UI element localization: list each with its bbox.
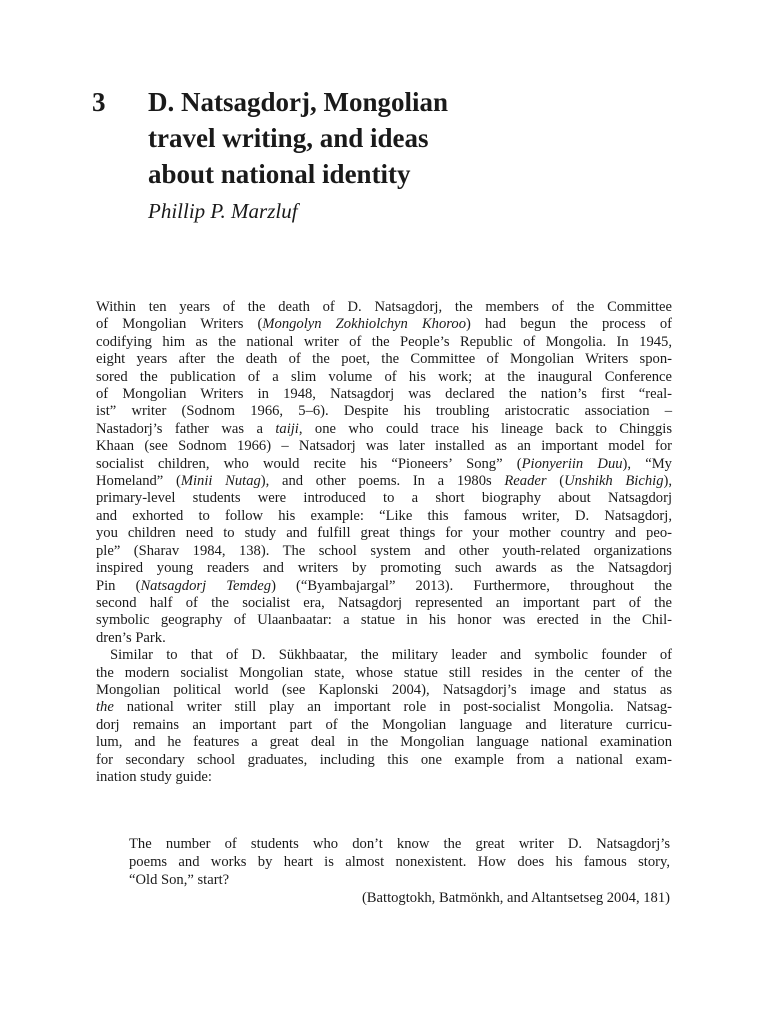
- quote-line: “Old Son,” start?: [129, 871, 230, 888]
- text-line: lum, and he features a great deal in the Mongolian language national examination: [96, 734, 672, 751]
- text-line: you children need to study and fulfill great things for your mother country and peo-: [96, 525, 672, 542]
- chapter-title: [148, 84, 668, 192]
- text-line: Homeland” (Minii Nutag), and other poems. In a 1980s Reader (Unshikh Bichig),: [96, 473, 673, 490]
- text-line: for secondary school graduates, including this one example from a national exam-: [96, 751, 672, 768]
- chapter-title-line: about national identity: [148, 159, 411, 189]
- italic-term: the: [96, 699, 114, 716]
- text-line: codifying him as the national writer of the People’s Republic of Mongolia. In 1945,: [96, 333, 672, 350]
- text-line: second half of the socialist era, Natsagdorj represented an important part of the: [96, 594, 672, 611]
- italic-term: Reader: [504, 473, 547, 490]
- quote-citation: (Battogtokh, Batmönkh, and Altantsetseg 2004, 181): [361, 890, 670, 906]
- text-line: Nastadorj’s father was a taiji, one who could trace his lineage back to Chinggis: [96, 420, 673, 437]
- text-line: Within ten years of the death of D. Natsagdorj, the members of the Committee: [96, 299, 672, 315]
- quote-line: The number of students who don’t know the great writer D. Natsagdorj’s: [129, 836, 670, 852]
- text-line: socialist children, who would recite his “Pioneers’ Song” (Pionyeriin Duu), “My: [96, 455, 672, 472]
- text-line: of Mongolian Writers in 1948, Natsagdorj was declared the nation’s first “real-: [96, 386, 672, 403]
- text-line: primary-level students were introduced to a short biography about Natsagdorj: [96, 490, 672, 507]
- text-line: Pin (Natsagdorj Temdeg) (“Byambajargal” 2013). Furthermore, throughout the: [96, 577, 673, 594]
- italic-term: Mongolyn Zokhiolchyn Khoroo: [262, 316, 467, 333]
- text-line: Similar to that of D. Sükhbaatar, the military leader and symbolic founder of: [110, 647, 672, 664]
- author-name: Phillip P. Marzluf: [148, 199, 298, 223]
- italic-term: Natsagdorj Temdeg: [140, 577, 272, 594]
- text-line: eight years after the death of the poet, the Committee of Mongolian Writers spon-: [96, 351, 672, 368]
- text-line: and exhorted to follow his example: “Like this famous writer, D. Natsagdorj,: [96, 507, 672, 524]
- chapter-title-line: travel writing, and ideas: [148, 123, 429, 153]
- text-line: ination study guide:: [96, 768, 212, 785]
- text-line: of Mongolian Writers (Mongolyn Zokhiolchyn Khoroo) had begun the process of: [96, 316, 673, 333]
- text-line: dorj remains an important part of the Mongolian language and literature curricu-: [96, 716, 672, 733]
- italic-term: Minii Nutag: [180, 473, 261, 490]
- italic-term: Unshikh Bichig: [564, 473, 664, 490]
- text-line: ist” writer (Sodnom 1966, 5–6). Despite his troubling aristocratic association –: [96, 403, 672, 420]
- chapter-number: 3: [92, 87, 106, 117]
- chapter-title-line: D. Natsagdorj, Mongolian: [148, 87, 449, 117]
- paragraph-1: [96, 299, 672, 647]
- text-line: symbolic geography of Ulaanbaatar: a statue in his honor was erected in the Chil-: [96, 612, 672, 629]
- body-text: [96, 299, 672, 786]
- text-line: Mongolian political world (see Kaplonski 2004), Natsagdorj’s image and status as: [96, 681, 672, 698]
- paragraph-2: [96, 647, 672, 786]
- italic-term: taiji: [275, 420, 299, 437]
- text-line: ple” (Sharav 1984, 138). The school system and other youth-related organizations: [96, 542, 672, 559]
- text-line: sored the publication of a slim volume of his work; at the inaugural Conference: [96, 368, 672, 385]
- text-line: inspired young readers and writers by promoting such awards as the Natsagdorj: [96, 560, 672, 577]
- text-line: dren’s Park.: [96, 629, 166, 646]
- italic-term: Pionyeriin Duu: [521, 455, 623, 472]
- text-line: Khaan (see Sodnom 1966) – Natsadorj was later installed as an important model for: [96, 438, 672, 455]
- quote-line: poems and works by heart is almost nonexistent. How does his famous story,: [129, 853, 670, 870]
- block-quote: [129, 836, 670, 889]
- text-line: the national writer still play an important role in post-socialist Mongolia. Natsag-: [96, 699, 672, 716]
- text-line: the modern socialist Mongolian state, whose statue still resides in the center of the: [96, 664, 672, 681]
